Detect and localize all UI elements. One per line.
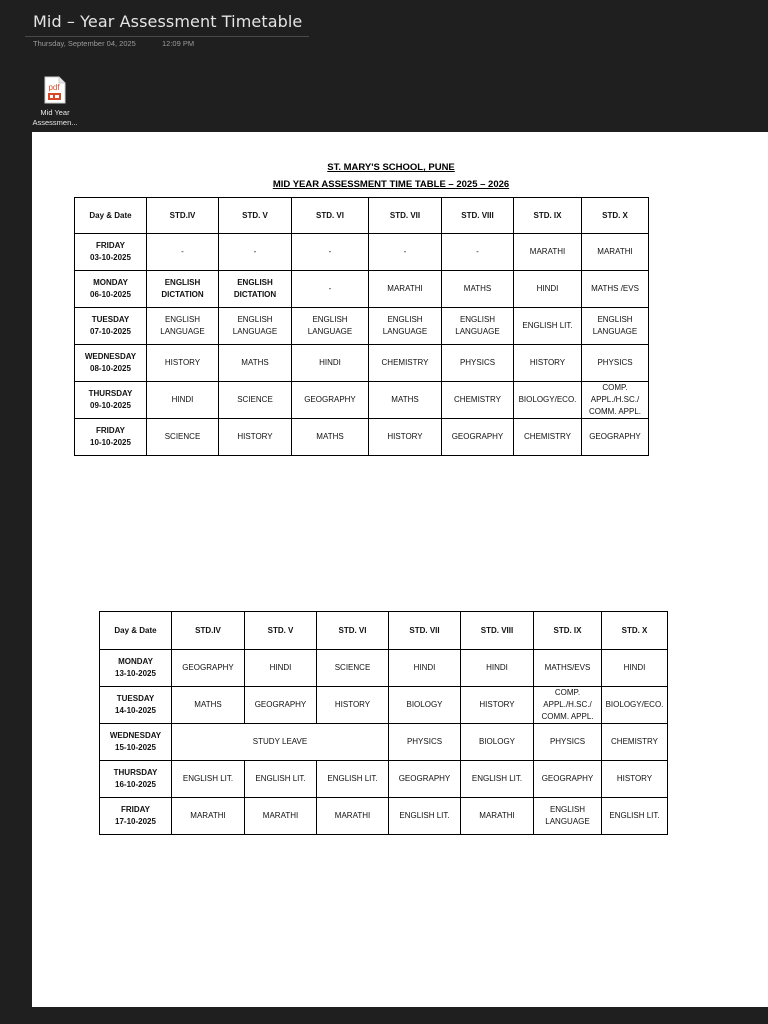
subject-cell: HISTORY	[461, 687, 534, 724]
table-row	[75, 271, 649, 308]
subject-cell: MATHS	[292, 419, 369, 456]
column-header: STD. V	[245, 612, 317, 650]
subject-cell: COMP. APPL./H.SC./ COMM. APPL.	[582, 382, 649, 419]
subject-cell: ENGLISH LANGUAGE	[534, 798, 602, 835]
column-header: STD.IV	[172, 612, 245, 650]
day-name: WEDNESDAY	[84, 352, 137, 361]
day-name: MONDAY	[93, 278, 128, 287]
subject-cell: HINDI	[292, 345, 369, 382]
exam-date: 13-10-2025	[115, 669, 156, 678]
attachment-filename: Mid Year Assessmen...	[32, 108, 78, 127]
column-header: STD. VIII	[442, 198, 514, 234]
exam-date: 17-10-2025	[115, 817, 156, 826]
pdf-page	[32, 132, 768, 1007]
subject-cell: GEOGRAPHY	[245, 687, 317, 724]
table-row	[75, 308, 649, 345]
subject-cell: MARATHI	[461, 798, 534, 835]
subject-cell: GEOGRAPHY	[292, 382, 369, 419]
note-date: Thursday, September 04, 2025	[33, 39, 136, 48]
subject-cell: MATHS/EVS	[534, 650, 602, 687]
subject-cell: CHEMISTRY	[514, 419, 582, 456]
table-row	[100, 687, 668, 724]
subject-cell: PHYSICS	[534, 724, 602, 761]
subject-cell: HISTORY	[317, 687, 389, 724]
pdf-icon-text: pdf	[48, 83, 60, 92]
column-header: STD. X	[582, 198, 649, 234]
column-header: Day & Date	[75, 198, 147, 234]
day-date-cell	[100, 687, 172, 724]
day-date-cell	[100, 650, 172, 687]
subject-cell: ENGLISH LANGUAGE	[369, 308, 442, 345]
subject-cell: SCIENCE	[147, 419, 219, 456]
day-date-cell	[75, 419, 147, 456]
study-leave-cell: STUDY LEAVE	[172, 724, 389, 761]
subject-cell: SCIENCE	[317, 650, 389, 687]
subject-cell: ENGLISH LANGUAGE	[582, 308, 649, 345]
note-title[interactable]: Mid – Year Assessment Timetable	[33, 12, 303, 31]
day-date-cell	[75, 234, 147, 271]
table-header-row	[100, 612, 668, 650]
subject-cell: ENGLISH LIT.	[317, 761, 389, 798]
subject-cell: MARATHI	[172, 798, 245, 835]
subject-cell: MARATHI	[317, 798, 389, 835]
table-row	[75, 345, 649, 382]
column-header: STD. VII	[369, 198, 442, 234]
subject-cell: ENGLISH LIT.	[172, 761, 245, 798]
subject-cell: HISTORY	[602, 761, 668, 798]
day-date-cell	[100, 798, 172, 835]
subject-cell: MATHS	[172, 687, 245, 724]
subject-cell: ENGLISH LIT.	[389, 798, 461, 835]
subject-cell: ENGLISH LANGUAGE	[442, 308, 514, 345]
subject-cell: HINDI	[602, 650, 668, 687]
subject-cell: BIOLOGY	[389, 687, 461, 724]
subject-cell: PHYSICS	[389, 724, 461, 761]
exam-date: 08-10-2025	[90, 364, 131, 373]
title-divider	[25, 36, 309, 37]
subject-cell: HINDI	[514, 271, 582, 308]
timetable-part-1	[74, 197, 649, 456]
subject-cell: HISTORY	[147, 345, 219, 382]
subject-cell: -	[442, 234, 514, 271]
pdf-attachment[interactable]	[30, 76, 80, 128]
subject-cell: MARATHI	[245, 798, 317, 835]
table-header-row	[75, 198, 649, 234]
exam-date: 15-10-2025	[115, 743, 156, 752]
table-row	[75, 419, 649, 456]
subject-cell: GEOGRAPHY	[442, 419, 514, 456]
column-header: STD. X	[602, 612, 668, 650]
day-date-cell	[75, 308, 147, 345]
column-header: STD. VI	[292, 198, 369, 234]
column-header: STD. V	[219, 198, 292, 234]
subject-cell: PHYSICS	[442, 345, 514, 382]
subject-cell: ENGLISH LANGUAGE	[147, 308, 219, 345]
subject-cell: MATHS /EVS	[582, 271, 649, 308]
subject-cell: MARATHI	[514, 234, 582, 271]
subject-cell: -	[292, 271, 369, 308]
subject-cell: PHYSICS	[582, 345, 649, 382]
day-date-cell	[75, 382, 147, 419]
table-row	[100, 650, 668, 687]
day-name: THURSDAY	[88, 389, 133, 398]
day-date-cell	[75, 345, 147, 382]
day-date-cell	[75, 271, 147, 308]
day-name: FRIDAY	[95, 426, 126, 435]
subject-cell: ENGLISH LANGUAGE	[219, 308, 292, 345]
subject-cell: -	[219, 234, 292, 271]
subject-cell: GEOGRAPHY	[389, 761, 461, 798]
subject-cell: GEOGRAPHY	[172, 650, 245, 687]
subject-cell: HINDI	[147, 382, 219, 419]
column-header: STD. VII	[389, 612, 461, 650]
school-name: ST. MARY'S SCHOOL, PUNE	[327, 162, 455, 173]
exam-date: 03-10-2025	[90, 253, 131, 262]
note-time: 12:09 PM	[162, 39, 195, 48]
subject-cell: GEOGRAPHY	[534, 761, 602, 798]
column-header: STD. VI	[317, 612, 389, 650]
column-header: STD. IX	[514, 198, 582, 234]
column-header: STD.IV	[147, 198, 219, 234]
timetable-title: MID YEAR ASSESSMENT TIME TABLE – 2025 – 2026	[272, 179, 510, 190]
subject-cell: BIOLOGY/ECO.	[514, 382, 582, 419]
day-name: FRIDAY	[120, 805, 151, 814]
table-row	[100, 761, 668, 798]
exam-date: 16-10-2025	[115, 780, 156, 789]
table-row	[75, 234, 649, 271]
subject-cell: HISTORY	[369, 419, 442, 456]
subject-cell: MARATHI	[582, 234, 649, 271]
day-name: TUESDAY	[91, 315, 130, 324]
subject-cell: BIOLOGY	[461, 724, 534, 761]
day-date-cell	[100, 761, 172, 798]
subject-cell: SCIENCE	[219, 382, 292, 419]
day-name: MONDAY	[118, 657, 153, 666]
timetable-part-2	[99, 611, 668, 835]
table-row	[75, 382, 649, 419]
exam-date: 06-10-2025	[90, 290, 131, 299]
exam-date: 09-10-2025	[90, 401, 131, 410]
subject-cell: ENGLISH LIT.	[514, 308, 582, 345]
subject-cell: CHEMISTRY	[442, 382, 514, 419]
subject-cell: HINDI	[245, 650, 317, 687]
subject-cell: ENGLISH LIT.	[245, 761, 317, 798]
subject-cell: CHEMISTRY	[602, 724, 668, 761]
day-name: WEDNESDAY	[109, 731, 162, 740]
subject-cell: MARATHI	[369, 271, 442, 308]
day-date-cell	[100, 724, 172, 761]
subject-cell: HISTORY	[219, 419, 292, 456]
table-row	[100, 724, 668, 761]
column-header: STD. IX	[534, 612, 602, 650]
subject-cell: HISTORY	[514, 345, 582, 382]
subject-cell: ENGLISH DICTATION	[219, 271, 292, 308]
subject-cell: MATHS	[369, 382, 442, 419]
day-name: THURSDAY	[113, 768, 158, 777]
pdf-file-icon	[43, 76, 67, 104]
subject-cell: GEOGRAPHY	[582, 419, 649, 456]
subject-cell: BIOLOGY/ECO.	[602, 687, 668, 724]
subject-cell: HINDI	[389, 650, 461, 687]
subject-cell: HINDI	[461, 650, 534, 687]
subject-cell: MATHS	[442, 271, 514, 308]
subject-cell: ENGLISH LIT.	[461, 761, 534, 798]
subject-cell: -	[147, 234, 219, 271]
exam-date: 14-10-2025	[115, 706, 156, 715]
subject-cell: CHEMISTRY	[369, 345, 442, 382]
column-header: STD. VIII	[461, 612, 534, 650]
table-row	[100, 798, 668, 835]
subject-cell: ENGLISH LIT.	[602, 798, 668, 835]
day-name: FRIDAY	[95, 241, 126, 250]
subject-cell: MATHS	[219, 345, 292, 382]
exam-date: 10-10-2025	[90, 438, 131, 447]
exam-date: 07-10-2025	[90, 327, 131, 336]
column-header: Day & Date	[100, 612, 172, 650]
subject-cell: ENGLISH LANGUAGE	[292, 308, 369, 345]
day-name: TUESDAY	[116, 694, 155, 703]
subject-cell: -	[369, 234, 442, 271]
subject-cell: COMP. APPL./H.SC./ COMM. APPL.	[534, 687, 602, 724]
subject-cell: -	[292, 234, 369, 271]
subject-cell: ENGLISH DICTATION	[147, 271, 219, 308]
